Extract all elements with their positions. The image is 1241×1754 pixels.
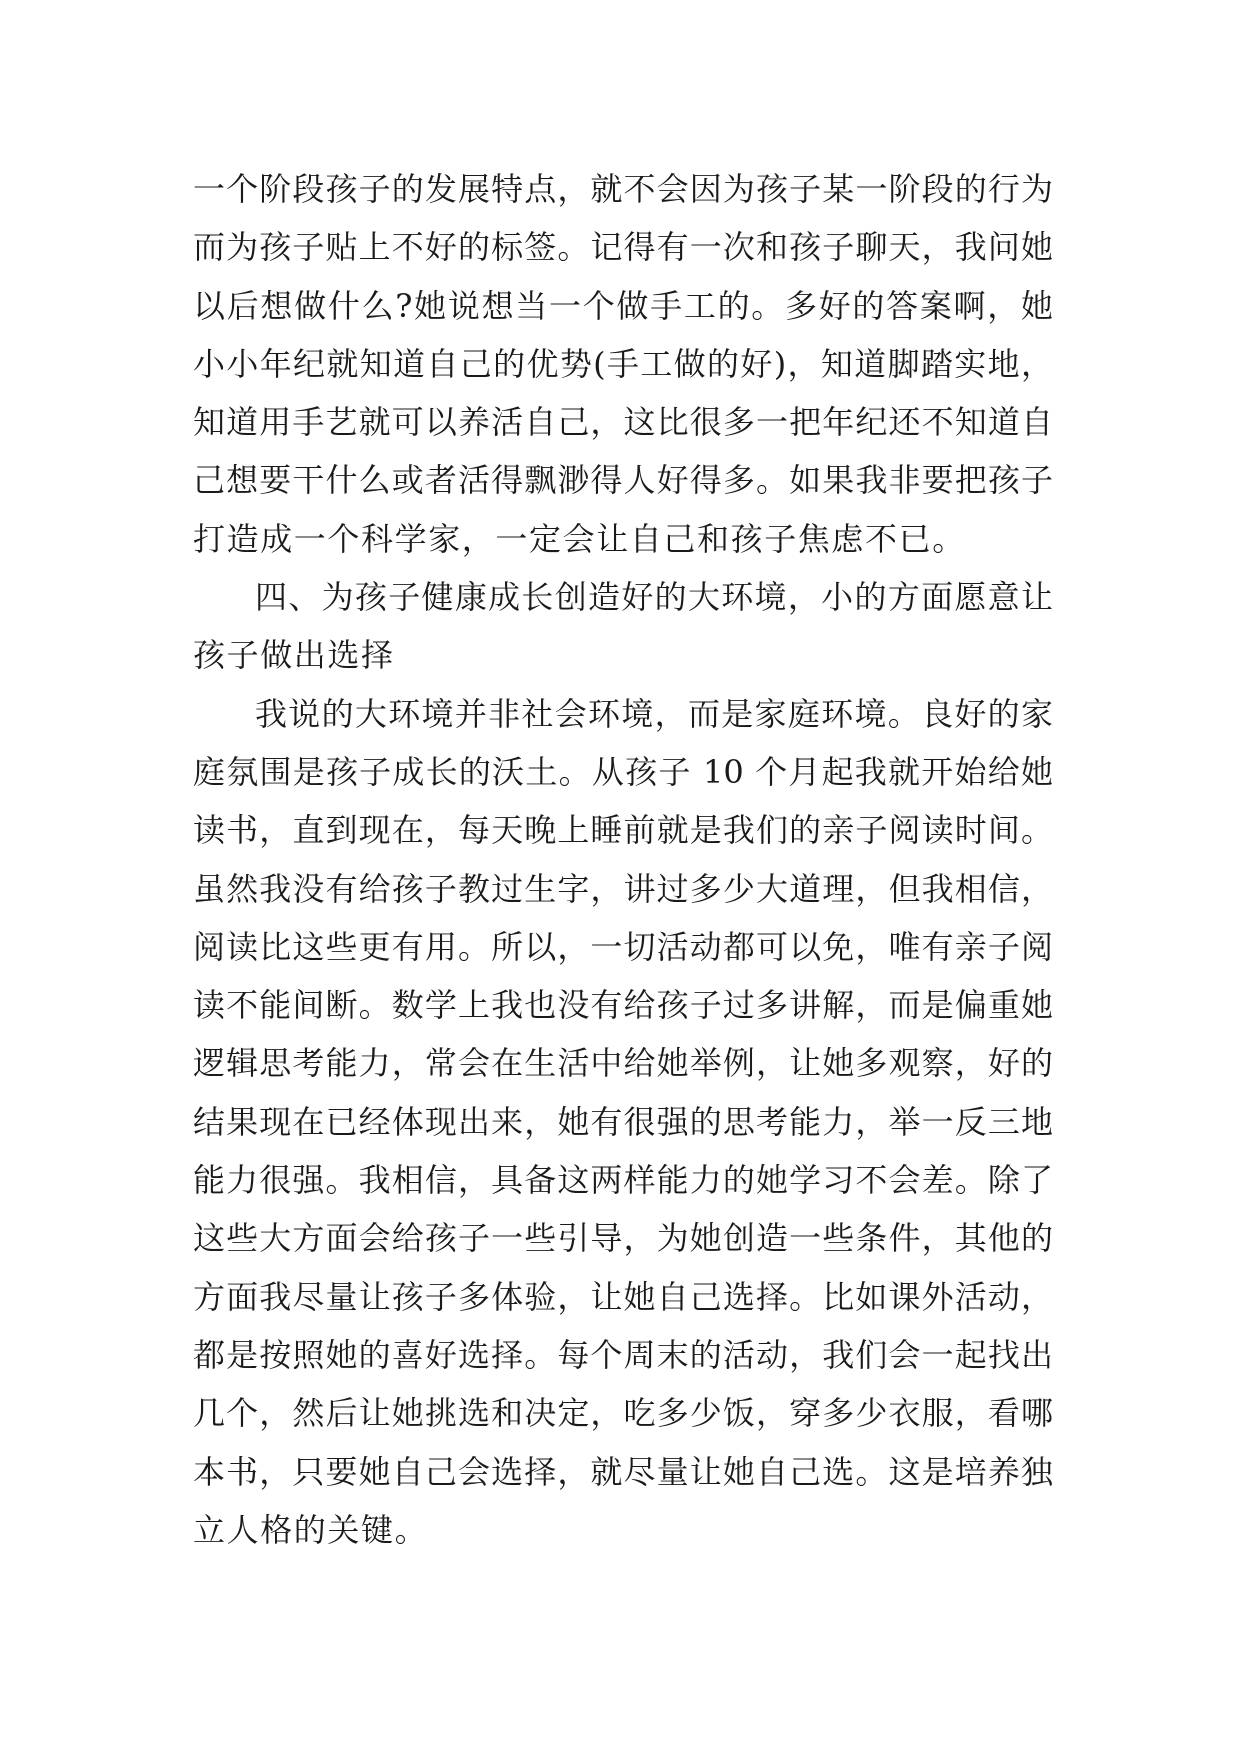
text-line: 能力很强。我相信，具备这两样能力的她学习不会差。除了: [193, 1161, 1053, 1200]
text-line: 读不能间断。数学上我也没有给孩子过多讲解，而是偏重她: [193, 986, 1053, 1025]
text-line: 方面我尽量让孩子多体验，让她自己选择。比如课外活动，: [193, 1277, 1053, 1316]
text-line: 庭氛围是孩子成长的沃土。从孩子 10 个月起我就开始给她: [193, 752, 1053, 791]
text-line: 几个，然后让她挑选和决定，吃多少饭，穿多少衣服，看哪: [193, 1394, 1053, 1433]
text-line: 知道用手艺就可以养活自己，这比很多一把年纪还不知道自: [193, 403, 1053, 442]
text-line: 这些大方面会给孩子一些引导，为她创造一些条件，其他的: [193, 1219, 1053, 1258]
text-line: 而为孩子贴上不好的标签。记得有一次和孩子聊天，我问她: [193, 228, 1053, 267]
text-line: 阅读比这些更有用。所以，一切活动都可以免，唯有亲子阅: [193, 927, 1053, 966]
text-line: 本书，只要她自己会选择，就尽量让她自己选。这是培养独: [193, 1452, 1053, 1491]
text-line: 以后想做什么?她说想当一个做手工的。多好的答案啊，她: [193, 286, 1053, 325]
text-line: 一个阶段孩子的发展特点，就不会因为孩子某一阶段的行为: [193, 170, 1053, 208]
text-line: 逻辑思考能力，常会在生活中给她举例，让她多观察，好的: [193, 1044, 1053, 1083]
text-line: 打造成一个科学家，一定会让自己和孩子焦虑不已。: [193, 519, 966, 558]
text-line: 我说的大环境并非社会环境，而是家庭环境。良好的家: [255, 694, 1053, 733]
text-line: 己想要干什么或者活得飘渺得人好得多。如果我非要把孩子: [193, 461, 1053, 500]
body-text: [193, 160, 1053, 1559]
text-line: 虽然我没有给孩子教过生字，讲过多少大道理，但我相信，: [193, 869, 1053, 908]
text-line: 都是按照她的喜好选择。每个周末的活动，我们会一起找出: [193, 1335, 1053, 1374]
text-line: 结果现在已经体现出来，她有很强的思考能力，举一反三地: [193, 1102, 1053, 1141]
text-line: 立人格的关键。: [193, 1510, 429, 1549]
section-heading-line: 四、为孩子健康成长创造好的大环境，小的方面愿意让: [255, 578, 1053, 617]
section-heading-line: 孩子做出选择: [193, 636, 395, 675]
text-line: 小小年纪就知道自己的优势(手工做的好)，知道脚踏实地，: [193, 344, 1053, 383]
text-line: 读书，直到现在，每天晚上睡前就是我们的亲子阅读时间。: [193, 811, 1053, 850]
